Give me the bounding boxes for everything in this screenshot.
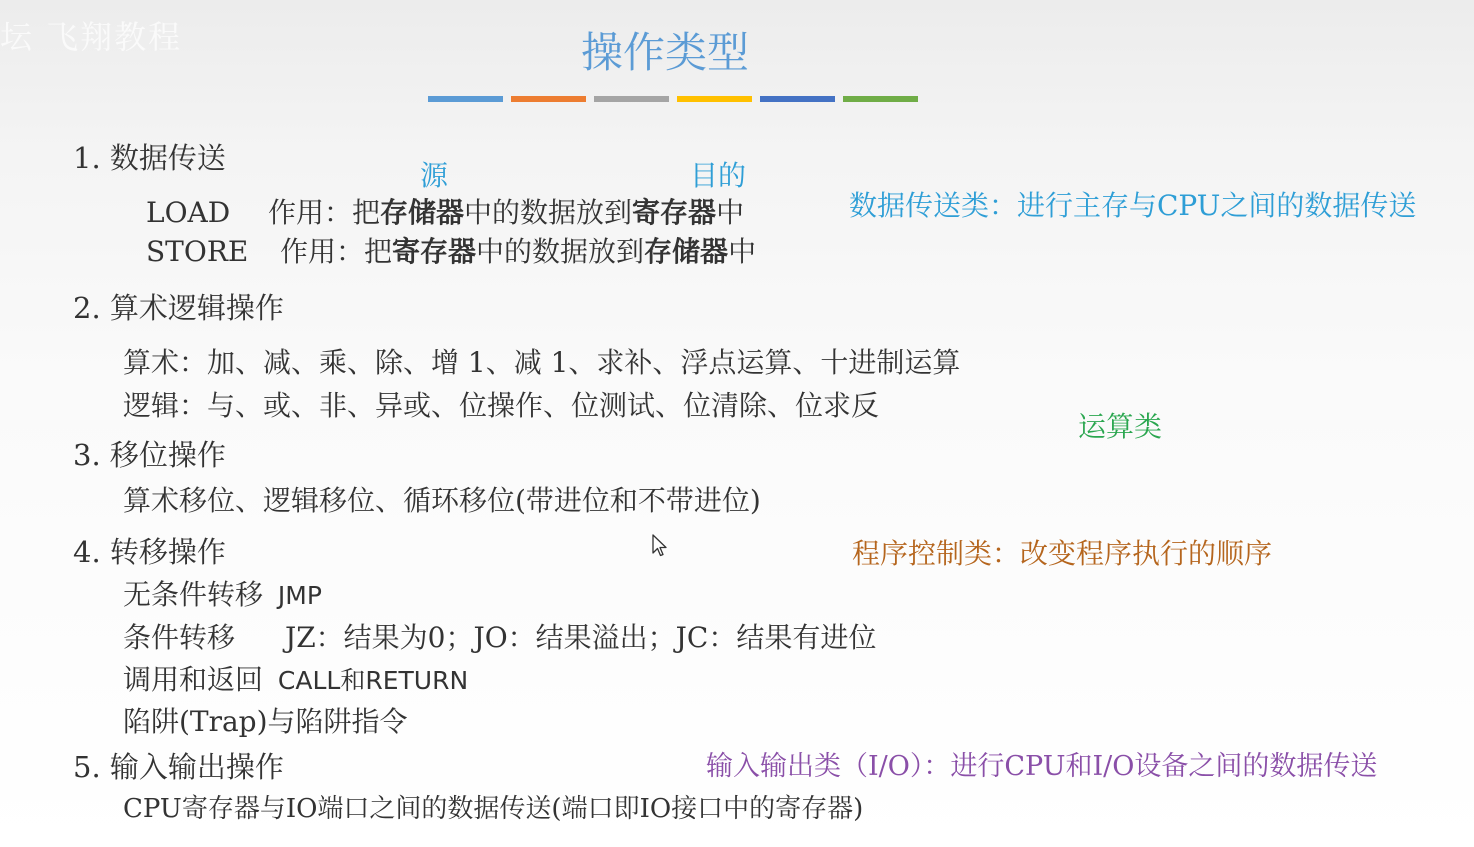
load-mid: 中的数据放到 [464,196,633,229]
store-op: STORE [146,235,249,268]
title-decoration [428,96,918,102]
cond-label: 条件转移 [123,621,236,654]
store-mid: 中的数据放到 [476,235,645,268]
deco-bar-5 [760,96,835,102]
section-1-heading: 1. 数据传送 [73,141,226,175]
note-io: 输入输出类（I/O）：进行CPU和I/O设备之间的数据传送 [706,751,1378,782]
section-3-heading: 3. 移位操作 [73,438,226,472]
io-line: CPU寄存器与IO端口之间的数据传送(端口即IO接口中的寄存器) [123,794,864,824]
load-prefix: 作用：把 [268,196,381,229]
section-5-heading: 5. 输入输出操作 [73,750,284,784]
note-data-transfer: 数据传送类：进行主存与CPU之间的数据传送 [849,189,1417,222]
logic-line: 逻辑：与、或、非、异或、位操作、位测试、位清除、位求反 [123,389,880,422]
section-2-heading: 2. 算术逻辑操作 [73,291,284,325]
trap-line: 陷阱(Trap)与陷阱指令 [123,705,408,738]
deco-bar-1 [428,96,503,102]
load-dst: 寄存器 [632,196,717,229]
note-program-control: 程序控制类：改变程序执行的顺序 [852,537,1273,570]
note-operation: 运算类 [1078,410,1163,443]
cond-text: JZ：结果为0；JO：结果溢出；JC：结果有进位 [285,621,877,654]
store-dst: 存储器 [644,235,729,268]
call-line [123,658,468,698]
uncond-label: 无条件转移 [123,578,264,611]
uncond-line [123,573,322,613]
deco-bar-4 [677,96,752,102]
store-prefix: 作用：把 [280,235,393,268]
label-destination: 目的 [690,159,747,192]
shift-line: 算术移位、逻辑移位、循环移位(带进位和不带进位) [123,484,761,517]
label-source: 源 [420,159,449,192]
mouse-cursor-icon [652,534,668,562]
store-src: 寄存器 [392,235,477,268]
deco-bar-3 [594,96,669,102]
call-label: 调用和返回 [123,663,264,696]
store-line [146,230,756,270]
page-title: 操作类型 [580,28,749,77]
call-code: CALL和RETURN [277,666,469,695]
deco-bar-2 [511,96,586,102]
uncond-code: JMP [277,581,322,610]
store-suffix: 中 [728,235,757,268]
deco-bar-6 [843,96,918,102]
cond-line [123,616,876,656]
watermark: 坛 飞翔教程 [0,18,183,56]
load-suffix: 中 [716,196,745,229]
load-line [146,191,744,231]
arith-line: 算术：加、减、乘、除、增 1、减 1、求补、浮点运算、十进制运算 [123,346,961,379]
section-4-heading: 4. 转移操作 [73,535,226,569]
load-op: LOAD [146,196,231,229]
load-src: 存储器 [380,196,465,229]
